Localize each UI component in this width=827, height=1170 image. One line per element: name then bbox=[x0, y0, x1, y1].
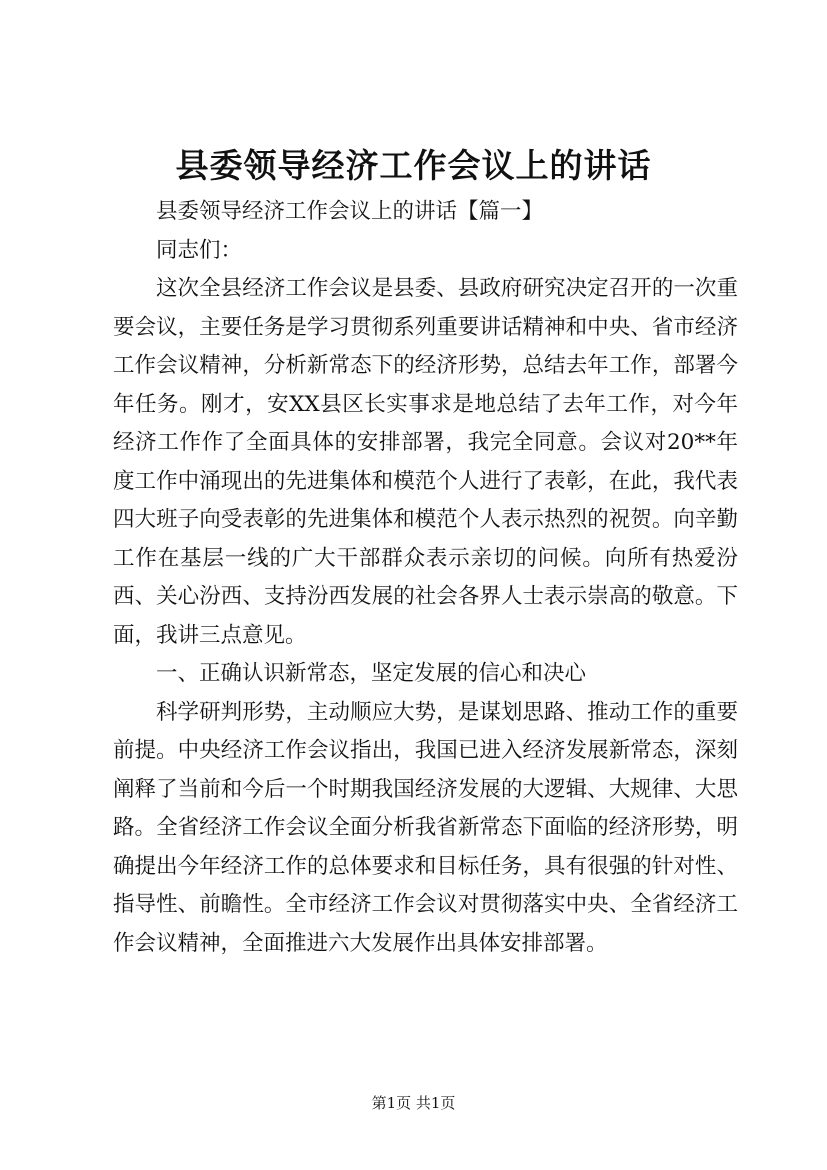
salutation-paragraph: 同志们： bbox=[156, 237, 243, 263]
intro-paragraph: 这次全县经济工作会议是县委、县政府研究决定召开的一次重要会议，主要任务是学习贯彻系列重要讲话精神和中央、省市经济工作会议精神，分析新常态下的经济形势，总结去年工作，部署今年任务。刚才，安XX县区长实事求是地总结了去年工作，对今年经济工作作了全面具体的安排部署，我完全同意。会议对20**年度工作中涌现出的先进集体和模范个人进行了表彰，在此，我代表四大班子向受表彰的先进集体和模范个人表示热烈的祝贺。向辛勤工作在基层一线的广大干部群众表示亲切的问候。向所有热爱汾西、关心汾西、支持汾西发展的社会各界人士表示崇高的敬意。下面，我讲三点意见。 bbox=[113, 276, 738, 648]
subtitle-paragraph: 县委领导经济工作会议上的讲话【篇一】 bbox=[156, 199, 544, 224]
document-title: 县委领导经济工作会议上的讲话 bbox=[175, 146, 652, 185]
section-heading: 一、正确认识新常态，坚定发展的信心和决心 bbox=[156, 661, 587, 686]
document-body bbox=[113, 193, 738, 963]
section-paragraph: 科学研判形势，主动顺应大势，是谋划思路、推动工作的重要前提。中央经济工作会议指出，我国已进入经济发展新常态，深刻阐释了当前和今后一个时期我国经济发展的大逻辑、大规律、大思路。全省经济工作会议全面分析我省新常态下面临的经济形势，明确提出今年经济工作的总体要求和目标任务，具有很强的针对性、指导性、前瞻性。全市经济工作会议对贯彻落实中央、全省经济工作会议精神，全面推进六大发展作出具体安排部署。 bbox=[113, 699, 738, 956]
page-footer: 第1页 共1页 bbox=[371, 1094, 456, 1112]
